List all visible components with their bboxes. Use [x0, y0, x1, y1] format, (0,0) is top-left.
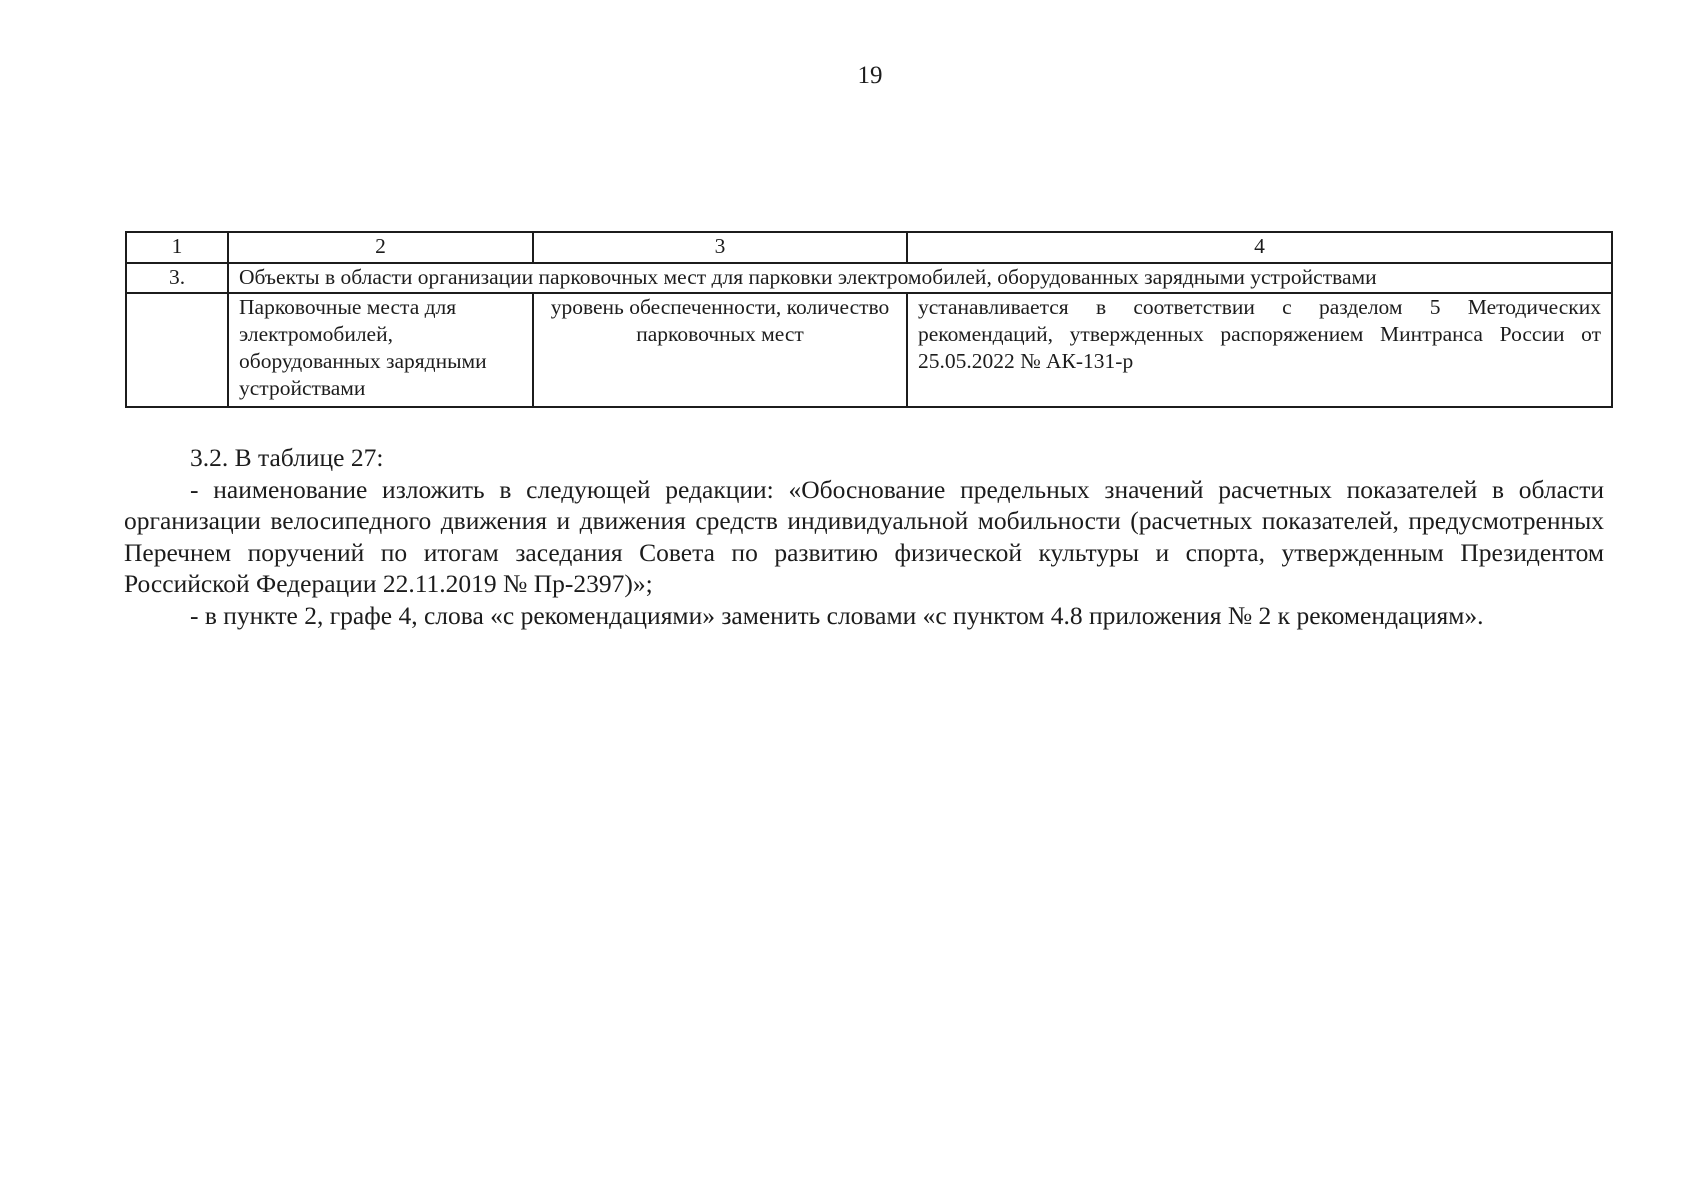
object-name-cell: Парковочные места для электромобилей, оборудованных зарядными устройствами	[228, 293, 533, 407]
indicator-cell: уровень обеспеченности, количество парковочных мест	[533, 293, 907, 407]
amendment-text	[124, 442, 1604, 631]
header-cell: 3	[533, 232, 907, 263]
row-number-cell	[126, 293, 228, 407]
section-title: Объекты в области организации парковочных мест для парковки электромобилей, оборудованных зарядными устройствами	[228, 263, 1612, 293]
paragraph-item: - наименование изложить в следующей редакции: «Обоснование предельных значений расчетных показателей в области организации велосипедного движения и движения средств индивидуальной мобильности (расчетных показателей, предусмотренных Перечнем поручений по итогам заседания Совета по развитию физической культуры и спорта, утвержденным Президентом Российской Федерации 22.11.2019 № Пр-2397)»;	[124, 474, 1604, 598]
paragraph-item: - в пункте 2, графе 4, слова «с рекомендациями» заменить словами «с пунктом 4.8 приложения № 2 к рекомендациям».	[190, 600, 1484, 630]
page-number: 19	[857, 62, 883, 89]
table-header-row	[126, 232, 1612, 263]
paragraph-heading: 3.2. В таблице 27:	[190, 443, 384, 472]
header-cell: 4	[907, 232, 1612, 263]
header-cell: 1	[126, 232, 228, 263]
header-cell: 2	[228, 232, 533, 263]
table-section-row	[126, 263, 1612, 293]
table-row	[126, 293, 1612, 407]
section-number: 3.	[126, 263, 228, 293]
amendment-table	[125, 231, 1613, 408]
value-cell: устанавливается в соответствии с разделом 5 Методических рекомендаций, утвержденных распоряжением Минтранса России от 25.05.2022 № АК-131-р	[907, 293, 1612, 407]
